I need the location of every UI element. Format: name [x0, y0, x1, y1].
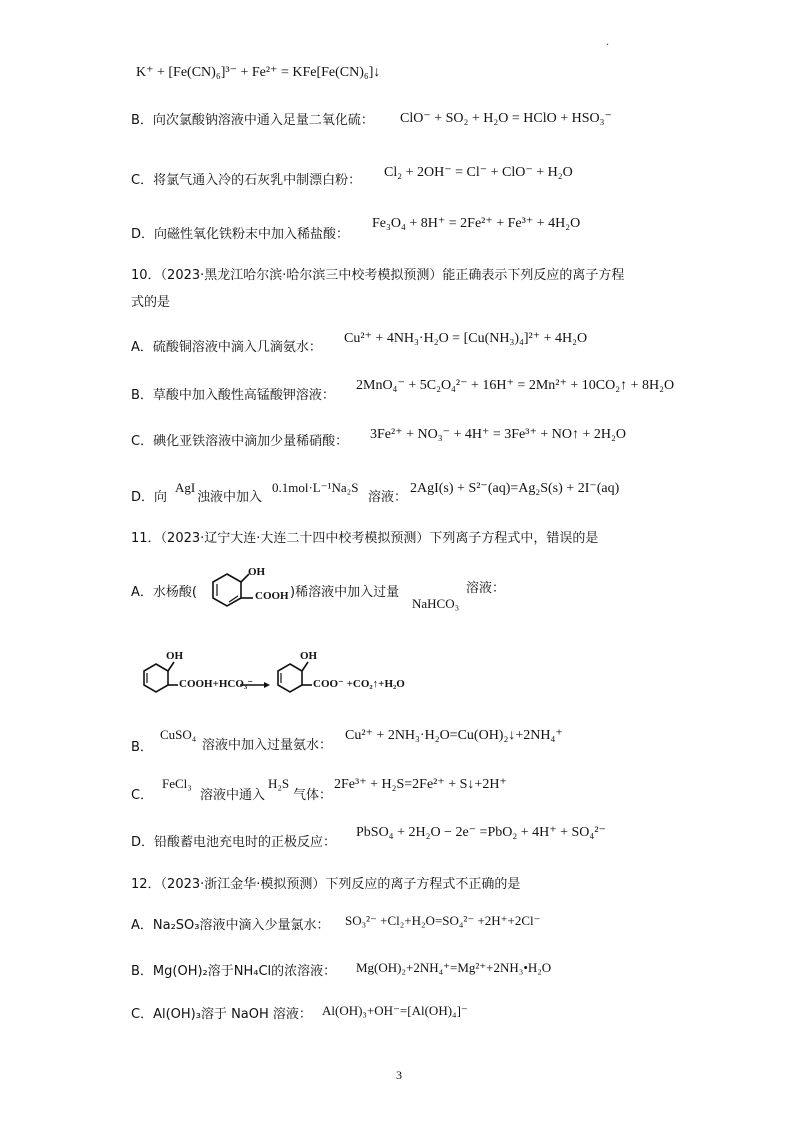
q10-d-equation: 2AgI(s) + S²⁻(aq)=Ag₂S(s) + 2I⁻(aq): [410, 481, 620, 496]
q10-d-prefix: D．向: [131, 490, 168, 505]
q11-c-equation: 2Fe³⁺ + H₂S=2Fe²⁺ + S↓+2H⁺: [334, 777, 507, 792]
q10-b-label: B．草酸中加入酸性高锰酸钾溶液：: [131, 388, 335, 403]
q12-b-equation: Mg(OH)₂+2NH₄⁺=Mg²⁺+2NH₃•H₂O: [356, 960, 552, 975]
q11-d-equation: PbSO₄ + 2H₂O − 2e⁻ =PbO₂ + 4H⁺ + SO₄²⁻: [356, 825, 606, 840]
q11-c-mid: 溶液中通入: [200, 788, 266, 803]
q12-c-equation: Al(OH)₃+OH⁻=[Al(OH)₄]⁻: [322, 1003, 468, 1018]
q12-a-label: A．Na₂SO₃溶液中滴入少量氯水：: [131, 918, 330, 933]
q10-d-mid: 浊液中加入: [197, 490, 263, 505]
q9-a-equation: K⁺ + [Fe(CN)₆]³⁻ + Fe²⁺ = KFe[Fe(CN)₆]↓: [136, 65, 381, 80]
q10-d-concentration: 0.1mol·L⁻¹Na₂S: [272, 480, 359, 495]
q10-b-equation: 2MnO₄⁻ + 5C₂O₄²⁻ + 16H⁺ = 2Mn²⁺ + 10CO₂↑ + 8H₂O: [356, 378, 675, 393]
q9-c-label: C．将氯气通入冷的石灰乳中制漂白粉：: [131, 173, 362, 188]
q11-c-suffix: 气体：: [293, 788, 333, 803]
q11-b-reagent: CuSO₄: [160, 727, 197, 742]
page-number: 3: [396, 1068, 402, 1082]
q11-b-equation: Cu²⁺ + 2NH₃·H₂O=Cu(OH)₂↓+2NH₄⁺: [345, 728, 563, 743]
q12-c-label: C．Al(OH)₃溶于 NaOH 溶液：: [131, 1007, 312, 1022]
q10-stem-line1: 10．（2023·黑龙江哈尔滨·哈尔滨三中校考模拟预测）能正确表示下列反应的离子方程: [131, 268, 625, 283]
q11-a-prefix: A．水杨酸(: [131, 585, 197, 600]
q11-b-prefix: B．: [131, 740, 153, 755]
rxn-left-oh-label: OH: [166, 650, 184, 662]
q9-c-equation: Cl₂ + 2OH⁻ = Cl⁻ + ClO⁻ + H₂O: [384, 165, 573, 180]
q11-a-suffix: 溶液：: [466, 581, 506, 596]
top-dot: ·: [606, 40, 610, 51]
q10-d-solution: 溶液：: [368, 490, 408, 505]
q9-d-equation: Fe₃O₄ + 8H⁺ = 2Fe²⁺ + Fe³⁺ + 4H₂O: [372, 216, 581, 231]
q9-d-label: D．向磁性氧化铁粉末中加入稀盐酸：: [131, 227, 350, 242]
rxn-left-text: COOH+HCO₃⁻: [179, 678, 254, 690]
salicylic-oh-label: OH: [248, 566, 266, 578]
q11-stem: 11．（2023·辽宁大连·大连二十四中校考模拟预测）下列离子方程式中，错误的是: [131, 531, 599, 546]
q11-b-mid: 溶液中加入过量氨水：: [202, 738, 333, 753]
q9-b-label: B．向次氯酸钠溶液中通入足量二氧化硫：: [131, 113, 374, 128]
q12-stem: 12．（2023·浙江金华·模拟预测）下列反应的离子方程式不正确的是: [131, 877, 521, 892]
q10-c-label: C．碘化亚铁溶液中滴加少量稀硝酸：: [131, 434, 349, 449]
rxn-right-text: COO⁻ +CO₂↑+H₂O: [313, 678, 405, 690]
q10-a-equation: Cu²⁺ + 4NH₃·H₂O = [Cu(NH₃)₄]²⁺ + 4H₂O: [344, 331, 588, 346]
q11-c-gas: H₂S: [268, 776, 290, 791]
q10-a-label: A．硫酸铜溶液中滴入几滴氨水：: [131, 340, 322, 355]
q10-d-agi: AgI: [175, 480, 196, 495]
q11-c-reagent: FeCl₃: [162, 776, 192, 791]
salicylic-cooh-label: COOH: [255, 590, 289, 602]
rxn-right-oh-label: OH: [300, 650, 318, 662]
q11-a-reagent: NaHCO₃: [412, 596, 460, 611]
q10-c-equation: 3Fe²⁺ + NO₃⁻ + 4H⁺ = 3Fe³⁺ + NO↑ + 2H₂O: [370, 427, 626, 442]
q11-a-mid: )稀溶液中加入过量: [290, 585, 400, 600]
q12-a-equation: SO₃²⁻ +Cl₂+H₂O=SO₄²⁻ +2H⁺+2Cl⁻: [345, 913, 541, 928]
q12-b-label: B．Mg(OH)₂溶于NH₄Cl的浓溶液：: [131, 964, 337, 979]
q9-b-equation: ClO⁻ + SO₂ + H₂O = HClO + HSO₃⁻: [400, 111, 612, 126]
q11-c-prefix: C．: [131, 788, 154, 803]
q11-d-label: D．铅酸蓄电池充电时的正极反应：: [131, 835, 337, 850]
q10-stem-line2: 式的是: [131, 295, 171, 310]
